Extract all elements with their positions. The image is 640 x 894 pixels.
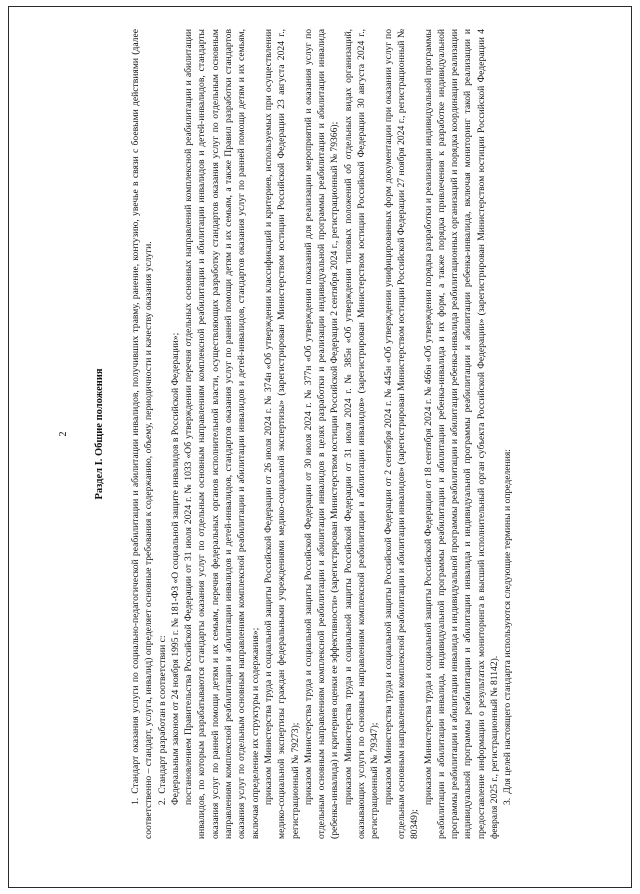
paragraph-text: приказом Министерства труда и социальной защиты Российской Федерации от 18 сентября 2024 г. № 466н «Об утверждении порядка разработки и реализации индивидуальной программы реабилитации и абилитации инвалида, индивидуальной программы реабилитации и абилитации ребенка-инвалида и их форм, а также порядка привлечения к разработке индивидуальной программы реабилитации и абилитации инвалида и индивидуальной программы реабилитации и абилитации ребенка-инвалида реабилитационных организаций и порядка координации реализации индивидуальной программы реабилитации и абилитации инвалида и индивидуальной программы реабилитации и абилитации ребенка-инвалида, включая мониторинг такой реализации и предоставление информации о результатах мониторинга в высший исполнительный орган субъекта Российской Федерации» (зарегистрирован Министерством юстиции Российской Федерации 4 февраля 2025 г., регистрационный № 81142). <box>422 29 501 839</box>
legal-basis-order-374n <box>262 29 302 839</box>
paragraph-number: 2. <box>156 797 168 805</box>
paragraph-3 <box>501 29 514 839</box>
paragraph-text: приказом Министерства труда и социальной защиты Российской Федерации от 31 июля 2024 г. № 385н «Об утверждении типовых положений об отдельных видах организаций, оказывающих услуги по основным направлениям комплексной реабилитации и абилитации инвалидов» (зарегистрирован Министерством юстиции Российской Федерации 30 августа 2024 г., регистрационный № 79347); <box>342 29 381 839</box>
paragraph-text: приказом Министерства труда и социальной защиты Российской Федерации от 30 июля 2024 г. № 377н «Об утверждении показаний для реализации мероприятий и оказания услуг по отдельным основным направлениям комплексной реабилитации и абилитации инвалидов в целях разработки и реализации индивидуальной программы реабилитации и абилитации инвалида (ребенка-инвалида) и критериев оценки ее эффективности» (зарегистрирован Министерством юстиции Российской Федерации 2 сентября 2024 г., регистрационный № 79366); <box>302 29 341 839</box>
paragraph-number: 3. <box>502 797 514 805</box>
paragraph-text: приказом Министерства труда и социальной защиты Российской Федерации от 2 сентября 2024 г. № 445н «Об утверждении унифицированных форм документации при оказании услуг по отдельным основным направлениям комплексной реабилитации и абилитации инвалидов» (зарегистрирован Министерством юстиции Российской Федерации 27 ноября 2024 г., регистрационный № 80349); <box>382 29 421 839</box>
page-number: 2 <box>58 431 69 437</box>
legal-basis-order-466n <box>422 29 502 839</box>
paragraph-text: Стандарт оказания услуги по социально-педагогической реабилитации и абилитации инвалидов, получивших травму, ранение, контузию, увечье в связи с боевыми действиями (далее соответственно – стандарт, услуга, инвалид) определяет основные требования к содержанию, объему, периодичности и качеству оказания услуги. <box>130 29 155 839</box>
section-title: Раздел I. Общие положения <box>94 368 105 500</box>
paragraph-text: постановлением Правительства Российской Федерации от 31 июля 2024 г. № 1033 «Об утверждении перечня отдельных основных направлений комплексной реабилитации и абилитации инвалидов, по которым разрабатываются стандарты оказания услуг по отдельным основным направлениям комплексной реабилитации и абилитации инвалидов и детей-инвалидов, стандарты оказания услуг по ранней помощи детям и их семьям, перечня федеральных органов исполнительной власти, осуществляющих разработку стандартов оказания услуг по отдельным основным направлениям комплексной реабилитации и абилитации инвалидов и детей-инвалидов, стандартов оказания услуг по ранней помощи детям и их семьям, а также Правил разработки стандартов оказания услуг по отдельным основным направлениям комплексной реабилитации и абилитации инвалидов и детей-инвалидов, стандартов оказания услуг по ранней помощи детям и их семьям, включая определение их структуры и содержания»; <box>183 29 261 839</box>
paragraph-text: Для целей настоящего стандарта используются следующие термины и определения: <box>502 449 514 794</box>
paragraph-1 <box>129 29 156 839</box>
scanned-page <box>8 6 632 888</box>
legal-basis-order-385n <box>342 29 382 839</box>
paragraph-text: Стандарт разработан в соответствии с: <box>156 635 168 794</box>
paragraph-number: 1. <box>130 797 141 805</box>
paragraph-2 <box>156 29 169 839</box>
rotated-page-content <box>57 29 587 839</box>
paragraph-text: Федеральным законом от 24 ноября 1995 г. № 181-ФЗ «О социальной защите инвалидов в Российской Федерации»; <box>169 332 181 805</box>
document-body <box>129 29 515 839</box>
legal-basis-order-377n <box>302 29 342 839</box>
paragraph-text: приказом Министерства труда и социальной защиты Российской Федерации от 26 июля 2024 г. № 374н «Об утверждении классификаций и критериев, используемых при осуществлении медико-социальной экспертизы граждан федеральными учреждениями медико-социальной экспертизы» (зарегистрирован Министерством юстиции Российской Федерации 23 августа 2024 г., регистрационный № 79273); <box>262 29 301 839</box>
legal-basis-order-445n <box>382 29 422 839</box>
legal-basis-federal-law <box>169 29 182 839</box>
legal-basis-government-decree <box>182 29 262 839</box>
